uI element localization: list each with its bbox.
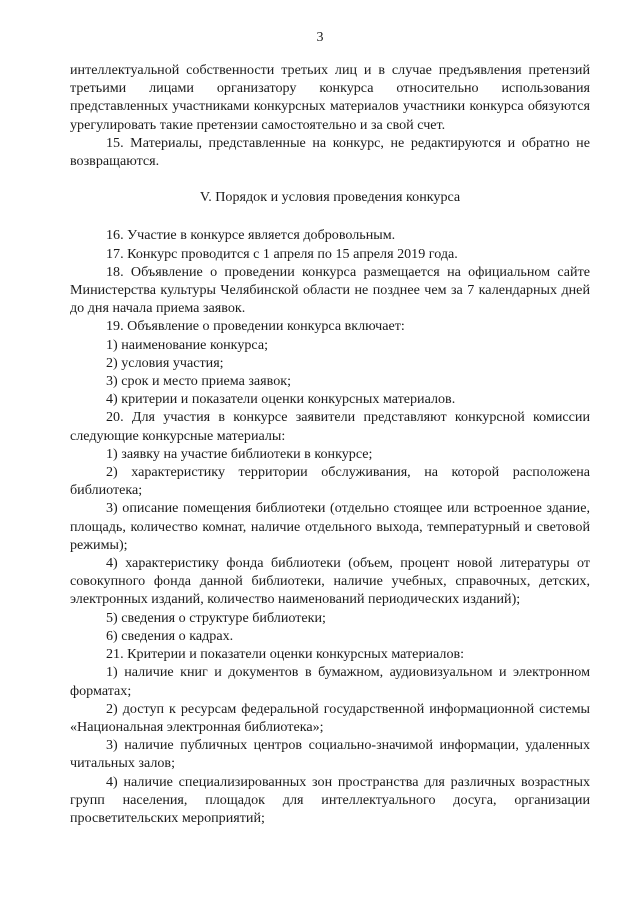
- list-item: 6) сведения о кадрах.: [106, 627, 234, 644]
- list-item: 1) наименование конкурса;: [106, 336, 269, 353]
- intro-paragraph: интеллектуальной собственности третьих лиц и в случае предъявления претензий третьими лицами организатору конкурса относительно использования представленных участниками конкурсных материалов участники конкурса обязуются урегулировать такие претензии самостоятельно и за свой счет.: [70, 62, 590, 133]
- document-body: [70, 61, 590, 827]
- list-item: 4) характеристику фонда библиотеки (объем, процент новой литературы от совокупного фонда данной библиотеки, наличие учебных, справочных, детских, электронных изданий, количество наименований периодических изданий);: [70, 555, 590, 608]
- paragraph-20: 20. Для участия в конкурсе заявители представляют конкурсной комиссии следующие конкурсные материалы:: [70, 409, 590, 444]
- paragraph-16: 16. Участие в конкурсе является добровольным.: [106, 227, 396, 244]
- list-item: 2) характеристику территории обслуживания, на которой расположена библиотека;: [70, 464, 590, 499]
- paragraph-15: 15. Материалы, представленные на конкурс, не редактируются и обратно не возвращаются.: [70, 134, 590, 170]
- list-item: 2) доступ к ресурсам федеральной государственной информационной системы «Национальная электронная библиотека»;: [70, 700, 590, 735]
- list-item: 4) наличие специализированных зон пространства для различных возрастных групп населения, площадок для интеллектуального досуга, организации просветительских мероприятий;: [70, 773, 590, 826]
- list-item: 5) сведения о структуре библиотеки;: [106, 609, 326, 626]
- paragraph-19: 19. Объявление о проведении конкурса включает:: [106, 318, 405, 335]
- list-item: 3) описание помещения библиотеки (отдельно стоящее или встроенное здание, площадь, количество комнат, наличие отдельного выхода, температурный и световой режимы);: [70, 500, 590, 553]
- paragraph-17: 17. Конкурс проводится с 1 апреля по 15 апреля 2019 года.: [106, 245, 458, 262]
- list-item: 1) наличие книг и документов в бумажном, аудиовизуальном и электронном форматах;: [70, 664, 590, 699]
- list-item: 3) наличие публичных центров социально-значимой информации, удаленных читальных залов;: [70, 737, 590, 772]
- page-number: 3: [316, 30, 324, 45]
- section-title: V. Порядок и условия проведения конкурса: [199, 189, 461, 206]
- paragraph-18: 18. Объявление о проведении конкурса размещается на официальном сайте Министерства культуры Челябинской области не позднее чем за 7 календарных дней до дня начала приема заявок.: [70, 263, 590, 317]
- list-item: 2) условия участия;: [106, 354, 224, 371]
- list-item: 4) критерии и показатели оценки конкурсных материалов.: [106, 391, 456, 408]
- paragraph-21: 21. Критерии и показатели оценки конкурсных материалов:: [106, 646, 465, 663]
- list-item: 1) заявку на участие библиотеки в конкурсе;: [106, 445, 373, 462]
- list-item: 3) срок и место приема заявок;: [106, 373, 292, 390]
